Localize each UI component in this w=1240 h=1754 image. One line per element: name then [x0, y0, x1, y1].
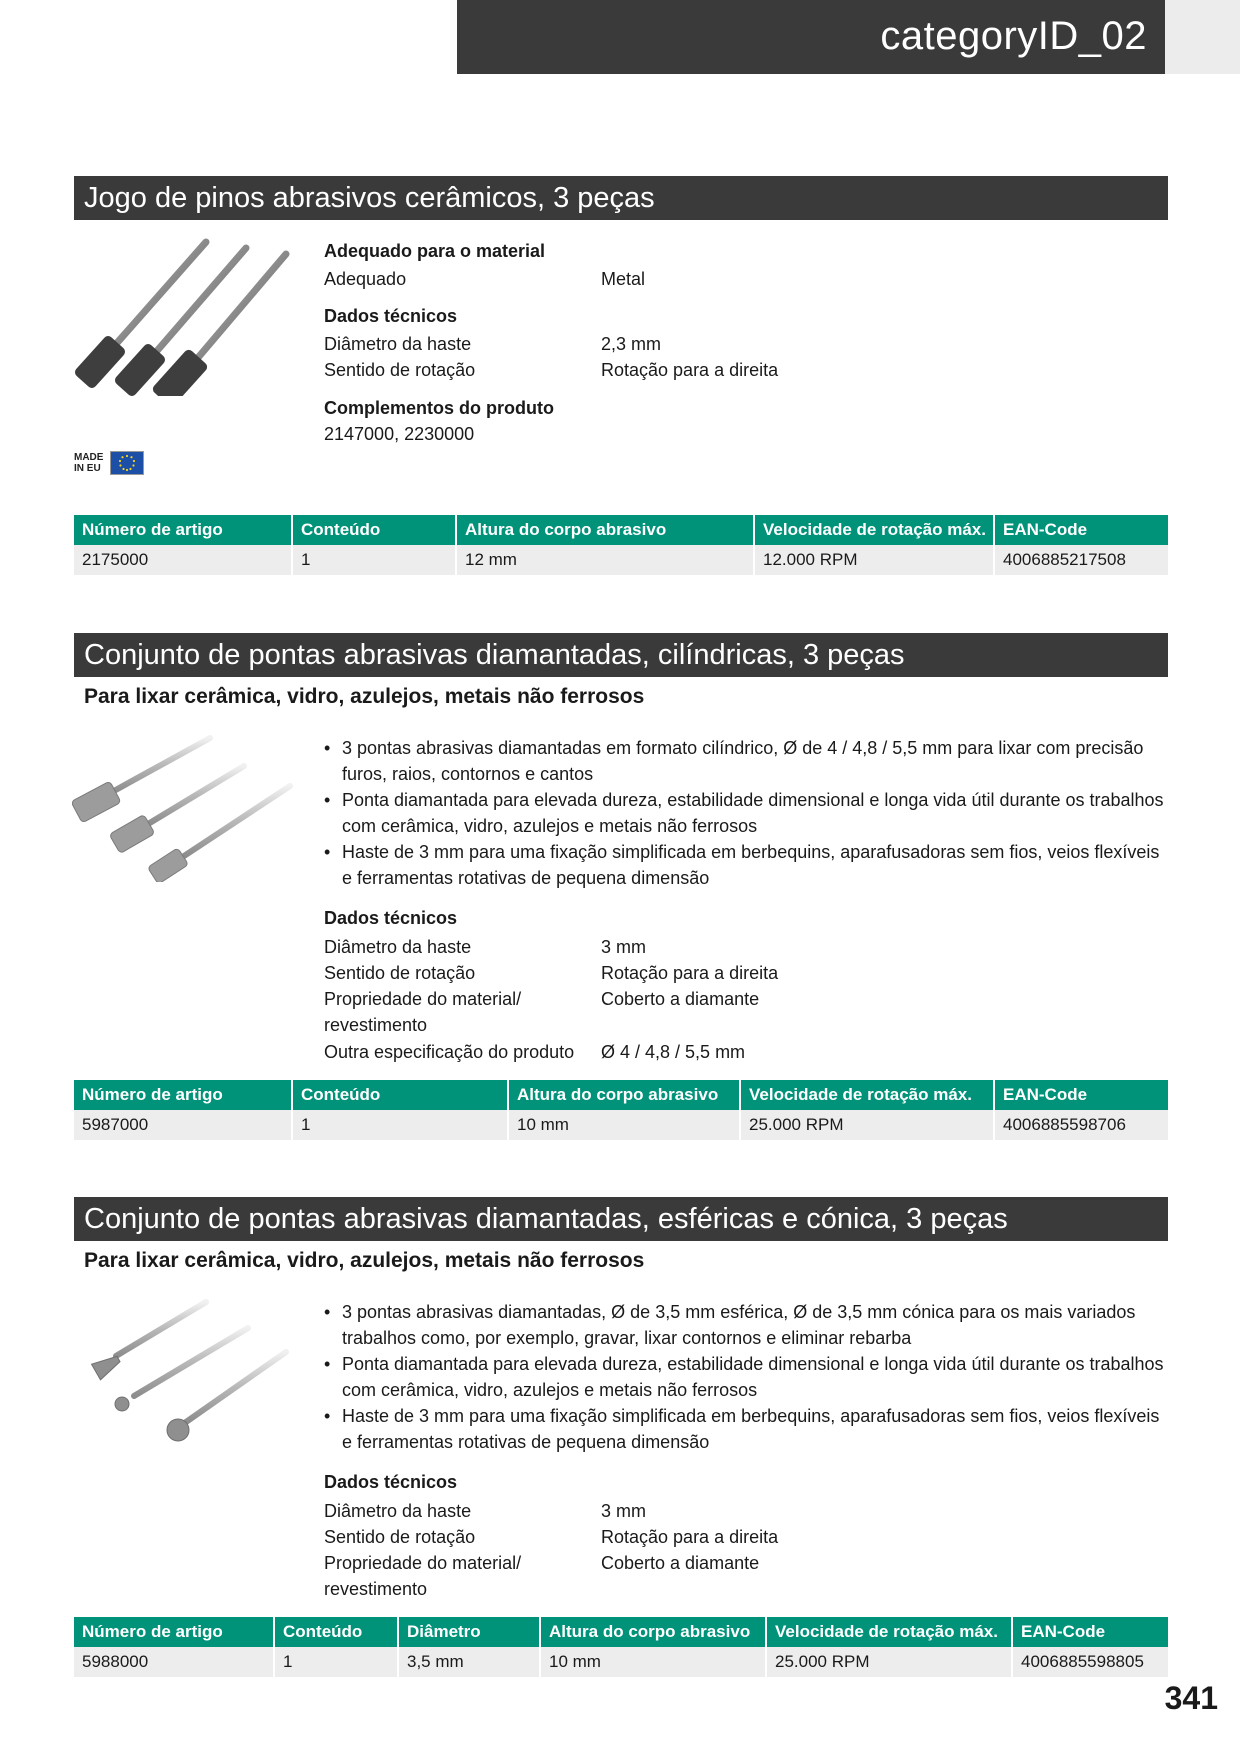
section-3-title: Conjunto de pontas abrasivas diamantadas, esféricas e cónica, 3 peças [74, 1197, 1168, 1241]
section-1-title: Jogo de pinos abrasivos cerâmicos, 3 peças [74, 176, 1168, 220]
spec-key: Diâmetro da haste [324, 1501, 472, 1521]
spec-value: 3 mm [601, 1501, 646, 1521]
column-header: Velocidade de rotação máx. [766, 1617, 1012, 1647]
table-cell: 25.000 RPM [740, 1110, 994, 1140]
table-cell: 12 mm [456, 545, 754, 575]
complements-heading: Complementos do produto [324, 398, 554, 418]
list-item: • Ponta diamantada para elevada dureza, estabilidade dimensional e longa vida útil durante os trabalhos com cerâmica, vidro, azulejos e metais não ferrosos [324, 787, 1164, 839]
spec-value: Ø 4 / 4,8 / 5,5 mm [601, 1042, 746, 1062]
list-item: • 3 pontas abrasivas diamantadas, Ø de 3,5 mm esférica, Ø de 3,5 mm cónica para os mais variados trabalhos como, por exemplo, gravar, lixar contornos e eliminar rebarba [324, 1299, 1164, 1351]
tech-heading-1: Dados técnicos [324, 306, 458, 326]
column-header: Conteúdo [292, 1080, 508, 1110]
table-cell: 4006885217508 [994, 545, 1168, 575]
table-cell: 10 mm [540, 1647, 766, 1677]
list-item: • Haste de 3 mm para uma fixação simplificada em berbequins, aparafusadoras sem fios, veios flexíveis e ferramentas rotativas de pequena dimensão [324, 839, 1164, 891]
table-header-row [74, 1080, 1168, 1110]
spec-key: Outra especificação do produto [324, 1042, 575, 1062]
column-header: Altura do corpo abrasivo [456, 515, 754, 545]
list-item: • Haste de 3 mm para uma fixação simplificada em berbequins, aparafusadoras sem fios, veios flexíveis e ferramentas rotativas de pequena dimensão [324, 1403, 1164, 1455]
made-in-eu-badge [74, 451, 144, 476]
section-2-features [324, 735, 1164, 891]
section-1-product-image [74, 236, 304, 396]
spec-value: Rotação para a direita [601, 1527, 779, 1547]
cylindrical-diamond-points-image [72, 732, 302, 882]
column-header: Velocidade de rotação máx. [754, 515, 994, 545]
spec-key: Diâmetro da haste [324, 937, 472, 957]
table-cell: 4006885598805 [1012, 1647, 1168, 1677]
spec-value: Coberto a diamante [601, 989, 760, 1009]
spec-key: Sentido de rotação [324, 1527, 476, 1547]
table-cell: 1 [292, 545, 456, 575]
column-header: Número de artigo [74, 1080, 292, 1110]
eu-flag-icon [110, 451, 144, 475]
column-header: Diâmetro [398, 1617, 540, 1647]
column-header: EAN-Code [1012, 1617, 1168, 1647]
table-cell: 5988000 [74, 1647, 274, 1677]
article-table-1 [74, 515, 1168, 575]
spec-key: Propriedade do material/ revestimento [324, 989, 522, 1035]
table-header-row [74, 515, 1168, 545]
column-header: Altura do corpo abrasivo [508, 1080, 740, 1110]
material-value: Metal [601, 269, 646, 289]
spec-value: Rotação para a direita [601, 963, 779, 983]
column-header: Número de artigo [74, 1617, 274, 1647]
section-3-product-image [72, 1298, 302, 1448]
spec-key: Sentido de rotação [324, 360, 476, 380]
article-table-2 [74, 1080, 1168, 1140]
section-2-subtitle: Para lixar cerâmica, vidro, azulejos, metais não ferrosos [84, 685, 645, 708]
table-cell: 2175000 [74, 545, 292, 575]
section-3-features [324, 1299, 1164, 1455]
table-cell: 25.000 RPM [766, 1647, 1012, 1677]
section-3-subtitle: Para lixar cerâmica, vidro, azulejos, metais não ferrosos [84, 1249, 645, 1272]
page-number: 341 [1164, 1680, 1218, 1716]
column-header: EAN-Code [994, 1080, 1168, 1110]
table-row [74, 545, 1168, 575]
tech-heading-3: Dados técnicos [324, 1472, 458, 1492]
column-header: Conteúdo [274, 1617, 398, 1647]
table-row [74, 1647, 1168, 1677]
spec-key: Sentido de rotação [324, 963, 476, 983]
list-item: • Ponta diamantada para elevada dureza, estabilidade dimensional e longa vida útil durante os trabalhos com cerâmica, vidro, azulejos e metais não ferrosos [324, 1351, 1164, 1403]
spec-value: Coberto a diamante [601, 1553, 760, 1573]
table-cell: 5987000 [74, 1110, 292, 1140]
category-header-tab [1165, 0, 1240, 74]
column-header: Número de artigo [74, 515, 292, 545]
table-header-row [74, 1617, 1168, 1647]
column-header: EAN-Code [994, 515, 1168, 545]
section-2-title: Conjunto de pontas abrasivas diamantadas, cilíndricas, 3 peças [74, 633, 1168, 677]
made-in-eu-text: MADE IN EU [74, 452, 104, 474]
list-item: • 3 pontas abrasivas diamantadas em formato cilíndrico, Ø de 4 / 4,8 / 5,5 mm para lixar com precisão furos, raios, contornos e cantos [324, 735, 1164, 787]
category-header [457, 0, 1165, 74]
tech-heading-2: Dados técnicos [324, 908, 458, 928]
complements-list: 2147000, 2230000 [324, 424, 475, 444]
spec-key: Propriedade do material/ revestimento [324, 1553, 522, 1599]
category-title: categoryID_02 [880, 14, 1147, 58]
ceramic-pins-image [74, 236, 304, 396]
spec-key: Diâmetro da haste [324, 334, 472, 354]
spherical-conical-points-image [72, 1298, 302, 1448]
column-header: Altura do corpo abrasivo [540, 1617, 766, 1647]
column-header: Velocidade de rotação máx. [740, 1080, 994, 1110]
table-cell: 3,5 mm [398, 1647, 540, 1677]
table-row [74, 1110, 1168, 1140]
table-cell: 1 [274, 1647, 398, 1677]
spec-value: 3 mm [601, 937, 646, 957]
spec-value: 2,3 mm [601, 334, 662, 354]
spec-value: Rotação para a direita [601, 360, 779, 380]
table-cell: 4006885598706 [994, 1110, 1168, 1140]
section-2-product-image [72, 732, 302, 882]
article-table-3 [74, 1617, 1168, 1677]
column-header: Conteúdo [292, 515, 456, 545]
material-key: Adequado [324, 269, 407, 289]
table-cell: 1 [292, 1110, 508, 1140]
material-heading: Adequado para o material [324, 241, 546, 261]
table-cell: 12.000 RPM [754, 545, 994, 575]
table-cell: 10 mm [508, 1110, 740, 1140]
